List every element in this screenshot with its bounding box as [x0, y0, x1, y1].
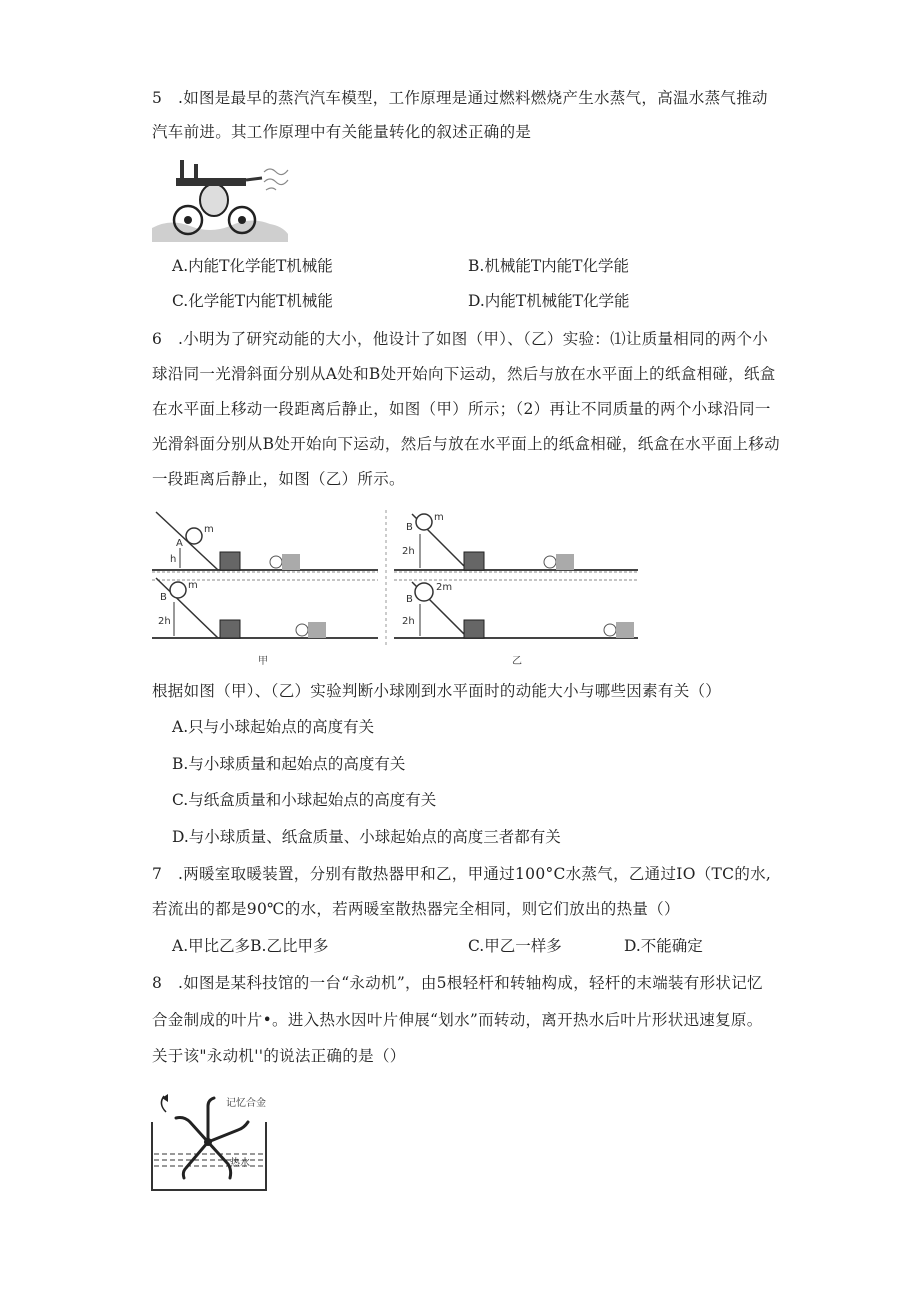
panel-right-top-mass: m — [434, 512, 444, 523]
panel-left-bottom-point: B — [160, 592, 167, 603]
q5-option-c[interactable]: C.化学能T内能T机械能 — [172, 292, 333, 310]
panel-right-bottom-mass: 2m — [436, 582, 453, 593]
caption-left: 甲 — [258, 656, 268, 667]
perpetual-motion-machine-figure — [150, 1092, 270, 1192]
q7-option-ab[interactable]: A.甲比乙多B.乙比甲多 — [172, 937, 329, 955]
q6-line-1: 6 .小明为了研究动能的大小，他设计了如图（甲）、（乙）实验：⑴让质量相同的两个小 — [152, 330, 769, 348]
q5-line-2: 汽车前进。其工作原理中有关能量转化的叙述正确的是 — [152, 123, 532, 141]
label-hot-water: 热水 — [230, 1158, 250, 1169]
steam-car-figure — [150, 156, 290, 242]
panel-left-bottom — [152, 578, 378, 667]
q7-line-1: 7 .两暖室取暖装置，分别有散热器甲和乙，甲通过100°C水蒸气，乙通过IO（TC的水, — [152, 865, 772, 883]
panel-right-top — [394, 512, 638, 572]
panel-right-top-height: 2h — [402, 546, 415, 557]
panel-right-top-point: B — [406, 522, 413, 533]
q8-line-2: 合金制成的叶片•。进入热水因叶片伸展“划水”而转动，离开热水后叶片形状迅速复原。 — [152, 1011, 763, 1029]
caption-right: 乙 — [512, 656, 522, 667]
kinetic-energy-experiment-figure — [148, 508, 768, 668]
panel-right-bottom-point: B — [406, 594, 413, 605]
q6-line-2: 球沿同一光滑斜面分别从A处和B处开始向下运动，然后与放在水平面上的纸盒相碰，纸盒 — [152, 365, 776, 383]
q8-line-3: 关于该"永动机''的说法正确的是（） — [152, 1047, 406, 1065]
q6-option-b[interactable]: B.与小球质量和起始点的高度有关 — [172, 755, 406, 773]
panel-right-bottom — [394, 580, 638, 667]
panel-left-top-height: h — [170, 554, 177, 565]
panel-left-bottom-height: 2h — [158, 616, 171, 627]
q5-option-d[interactable]: D.内能T机械能T化学能 — [468, 292, 630, 310]
q6-stem: 根据如图（甲）、（乙）实验判断小球刚到水平面时的动能大小与哪些因素有关（） — [152, 682, 722, 700]
q5-option-b[interactable]: B.机械能T内能T化学能 — [468, 257, 629, 275]
q5-line-1: 5 .如图是最早的蒸汽汽车模型，工作原理是通过燃料燃烧产生水蒸气，高温水蒸气推动 — [152, 89, 768, 107]
q6-option-c[interactable]: C.与纸盒质量和小球起始点的高度有关 — [172, 791, 437, 809]
q6-option-d[interactable]: D.与小球质量、纸盒质量、小球起始点的高度三者都有关 — [172, 828, 561, 846]
q8-line-1: 8 .如图是某科技馆的一台“永动机”，由5根轻杆和转轴构成，轻杆的末端装有形状记忆 — [152, 974, 763, 992]
q6-option-a[interactable]: A.只与小球起始点的高度有关 — [172, 718, 375, 736]
q7-option-d[interactable]: D.不能确定 — [624, 937, 703, 955]
label-memory-alloy: 记忆合金 — [226, 1098, 266, 1109]
q7-line-2: 若流出的都是90℃的水，若两暖室散热器完全相同，则它们放出的热量（） — [152, 900, 680, 918]
q7-option-c[interactable]: C.甲乙一样多 — [468, 937, 562, 955]
q6-line-5: 一段距离后静止，如图（乙）所示。 — [152, 470, 405, 488]
panel-left-top — [152, 512, 378, 572]
panel-left-top-mass: m — [204, 524, 214, 535]
q5-option-a[interactable]: A.内能T化学能T机械能 — [172, 257, 333, 275]
q6-line-4: 光滑斜面分别从B处开始向下运动，然后与放在水平面上的纸盒相碰，纸盒在水平面上移动 — [152, 435, 780, 453]
panel-left-top-point: A — [176, 538, 183, 549]
q6-line-3: 在水平面上移动一段距离后静止，如图（甲）所示；（2）再让不同质量的两个小球沿同一 — [152, 400, 771, 418]
panel-left-bottom-mass: m — [188, 580, 198, 591]
panel-right-bottom-height: 2h — [402, 616, 415, 627]
